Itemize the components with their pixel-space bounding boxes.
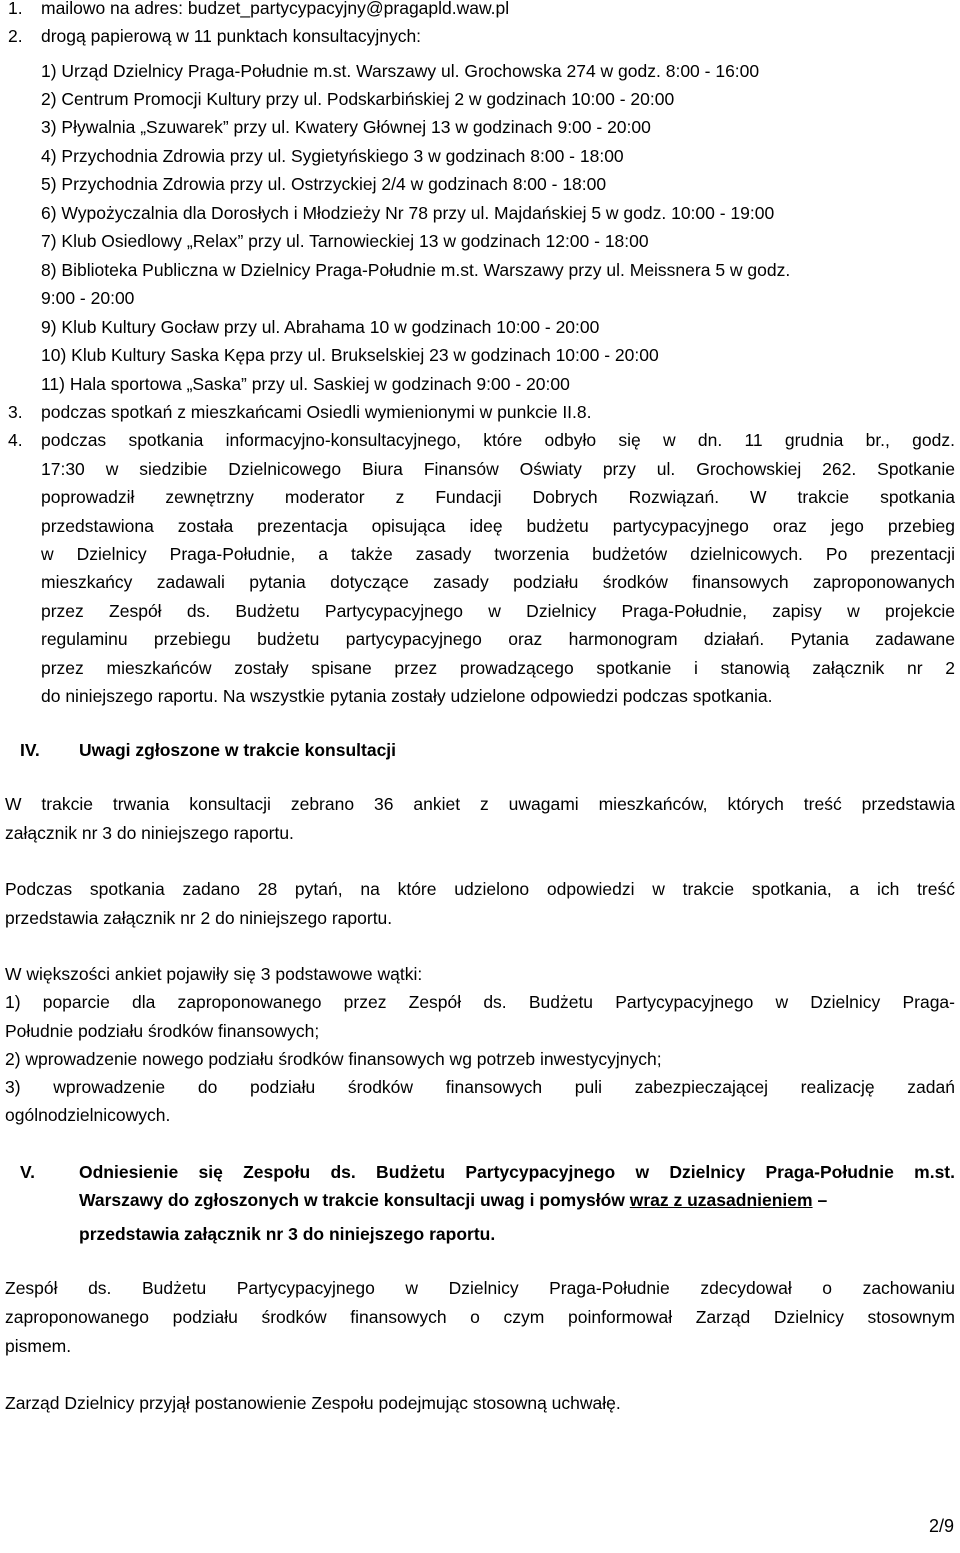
paragraph-line: Południe podziału środków finansowych; [5,1021,320,1041]
paragraph-line: ogólnodzielnicowych. [5,1105,171,1125]
paragraph-line: przedstawiona została prezentacja opisująca ideę budżetu partycypacyjnego oraz jego przebieg [41,516,955,536]
paragraph-line: załącznik nr 3 do niniejszego raportu. [5,823,294,843]
paragraph-line: W trakcie trwania konsultacji zebrano 36 ankiet z uwagami mieszkańców, których treść przedstawia [5,794,955,814]
paragraph-line: 2) wprowadzenie nowego podziału środków finansowych wg potrzeb inwestycyjnych; [5,1049,662,1069]
paragraph-line: mieszkańcy zadawali pytania dotyczące zasady podziału środków finansowych zaproponowanych [41,572,955,592]
paragraph-line: do niniejszego raportu. Na wszystkie pytania zostały udzielone odpowiedzi podczas spotkania. [41,686,773,706]
consultation-point: 4) Przychodnia Zdrowia przy ul. Sygietyńskiego 3 w godzinach 8:00 - 18:00 [41,146,624,166]
list-item-text: drogą papierową w 11 punktach konsultacyjnych: [41,26,422,46]
section-heading-line [79,1186,827,1214]
paragraph-line: przez Zespół ds. Budżetu Partycypacyjnego w Dzielnicy Praga-Południe, zapisy w projekcie [41,601,955,621]
paragraph-line: 3) wprowadzenie do podziału środków finansowych puli zabezpieczającej realizację zadań [5,1077,955,1097]
paragraph-line: 17:30 w siedzibie Dzielnicowego Biura Finansów Oświaty przy ul. Grochowskiej 262. Spotkanie [41,459,955,479]
paragraph-line: Zespół ds. Budżetu Partycypacyjnego w Dzielnicy Praga-Południe zdecydował o zachowaniu [5,1278,955,1298]
consultation-point: 1) Urząd Dzielnicy Praga-Południe m.st. Warszawy ul. Grochowska 274 w godz. 8:00 - 16:00 [41,61,760,81]
section-heading-line: Odniesienie się Zespołu ds. Budżetu Partycypacyjnego w Dzielnicy Praga-Południe m.st. [79,1162,955,1182]
consultation-point: 11) Hala sportowa „Saska” przy ul. Saskiej w godzinach 9:00 - 20:00 [41,374,570,394]
consultation-point: 9:00 - 20:00 [41,288,135,308]
underlined-text: wraz z uzasadnieniem [629,1190,813,1210]
list-item-text: podczas spotkań z mieszkańcami Osiedli wymienionymi w punkcie II.8. [41,402,592,422]
paragraph-line: pismem. [5,1336,72,1356]
consultation-point: 5) Przychodnia Zdrowia przy ul. Ostrzyckiej 2/4 w godzinach 8:00 - 18:00 [41,174,607,194]
list-number: 3. [8,402,23,422]
section-heading-text: Warszawy do zgłoszonych w trakcie konsultacji uwag i pomysłów [79,1190,630,1210]
consultation-point: 3) Pływalnia „Szuwarek” przy ul. Kwatery Głównej 13 w godzinach 9:00 - 20:00 [41,117,651,137]
paragraph-line: poprowadził zewnętrzny moderator z Fundacji Dobrych Rozwiązań. W trakcie spotkania [41,487,955,507]
list-number: 2. [8,26,23,46]
paragraph-line: przedstawia załącznik nr 2 do niniejszego raportu. [5,908,393,928]
paragraph-line: W większości ankiet pojawiły się 3 podstawowe wątki: [5,964,423,984]
consultation-point: 6) Wypożyczalnia dla Dorosłych i Młodzieży Nr 78 przy ul. Majdańskiej 5 w godz. 10:00 - 19:00 [41,203,775,223]
consultation-point: 7) Klub Osiedlowy „Relax” przy ul. Tarnowieckiej 13 w godzinach 12:00 - 18:00 [41,231,649,251]
section-heading-text: – [812,1190,828,1210]
paragraph-line: Zarząd Dzielnicy przyjął postanowienie Zespołu podejmując stosowną uchwałę. [5,1393,621,1413]
section-number: IV. [20,740,40,760]
section-heading: Uwagi zgłoszone w trakcie konsultacji [79,740,397,760]
list-number: 1. [8,0,23,18]
consultation-point: 8) Biblioteka Publiczna w Dzielnicy Praga-Południe m.st. Warszawy przy ul. Meissnera 5 w godz. [41,260,791,280]
page-number: 2/9 [928,1516,954,1536]
section-number: V. [20,1162,35,1182]
consultation-point: 9) Klub Kultury Gocław przy ul. Abrahama 10 w godzinach 10:00 - 20:00 [41,317,600,337]
paragraph-line: w Dzielnicy Praga-Południe, a także zasady tworzenia budżetów dzielnicowych. Po prezentacji [41,544,955,564]
consultation-point: 10) Klub Kultury Saska Kępa przy ul. Brukselskiej 23 w godzinach 10:00 - 20:00 [41,345,659,365]
list-number: 4. [8,430,23,450]
paragraph-line: 1) poparcie dla zaproponowanego przez Zespół ds. Budżetu Partycypacyjnego w Dzielnicy Praga- [5,992,955,1012]
paragraph-line: Podczas spotkania zadano 28 pytań, na które udzielono odpowiedzi w trakcie spotkania, a ich treść [5,879,955,899]
paragraph-line: podczas spotkania informacyjno-konsultacyjnego, które odbyło się w dn. 11 grudnia br., godz. [41,430,955,450]
list-item-text: mailowo na adres: budzet_partycypacyjny@pragapld.waw.pl [41,0,510,18]
consultation-point: 2) Centrum Promocji Kultury przy ul. Podskarbińskiej 2 w godzinach 10:00 - 20:00 [41,89,675,109]
paragraph-line: przez mieszkańców zostały spisane przez prowadzącego spotkanie i stanowią załącznik nr 2 [41,658,955,678]
paragraph-line: zaproponowanego podziału środków finansowych o czym poinformował Zarząd Dzielnicy stosownym [5,1307,955,1327]
paragraph-line: regulaminu przebiegu budżetu partycypacyjnego oraz harmonogram działań. Pytania zadawane [41,629,955,649]
section-heading-line: przedstawia załącznik nr 3 do niniejszego raportu. [79,1224,496,1244]
